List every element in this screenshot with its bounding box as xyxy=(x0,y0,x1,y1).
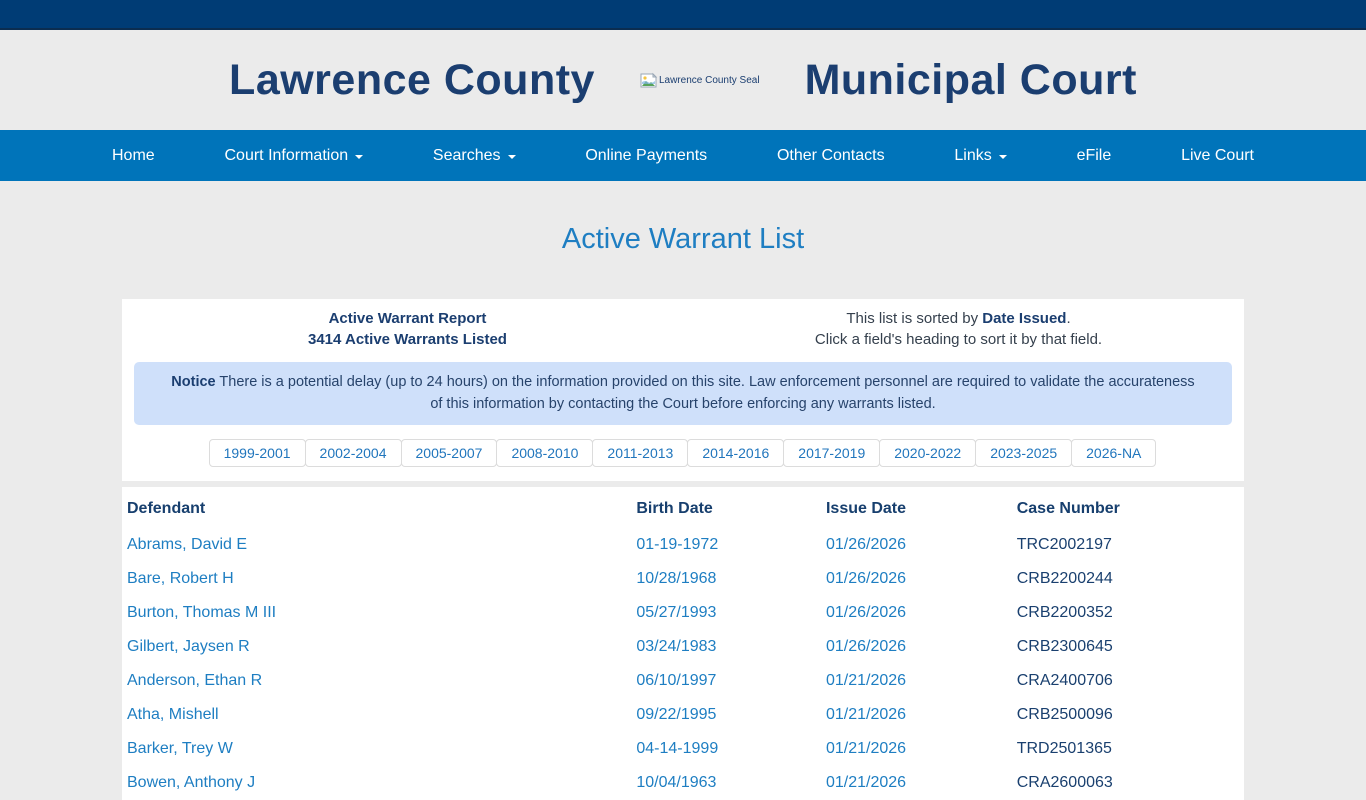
case-number-cell: CRA2400706 xyxy=(1016,672,1113,689)
header-case-number[interactable]: Case Number xyxy=(1016,500,1120,517)
nav-item-label: Court Information xyxy=(224,146,349,164)
case-number-cell: CRB2300645 xyxy=(1016,638,1113,655)
nav-item-label: Other Contacts xyxy=(776,146,885,164)
birth-date-cell: 06/10/1997 xyxy=(636,672,717,689)
defendant-link[interactable]: Anderson, Ethan R xyxy=(127,672,263,689)
table-row xyxy=(122,732,1244,766)
nav-item[interactable] xyxy=(954,147,1006,165)
warrant-table xyxy=(122,493,1244,800)
issue-date-cell: 01/26/2026 xyxy=(825,570,907,587)
site-title-right: Municipal Court xyxy=(804,55,1137,104)
issue-date-cell: 01/26/2026 xyxy=(825,604,907,621)
notice-banner xyxy=(134,362,1232,425)
issue-date-cell: 01/21/2026 xyxy=(825,672,907,689)
warrant-table-section xyxy=(122,487,1244,800)
birth-date-cell: 10/28/1968 xyxy=(636,570,717,587)
year-range-button[interactable]: 2014-2016 xyxy=(687,439,784,467)
sort-description: This list is sorted by Date Issued. xyxy=(846,310,1071,327)
table-row xyxy=(122,664,1244,698)
nav-item[interactable] xyxy=(1181,147,1254,165)
page-title: Active Warrant List xyxy=(561,223,805,255)
report-summary xyxy=(132,308,683,350)
report-title: Active Warrant Report xyxy=(328,310,487,327)
issue-date-cell: 01/21/2026 xyxy=(825,740,907,757)
year-range-button[interactable]: 2008-2010 xyxy=(496,439,593,467)
header-birth-date[interactable]: Birth Date xyxy=(636,500,713,517)
table-row xyxy=(122,528,1244,562)
nav-item-label: Online Payments xyxy=(585,146,708,164)
notice-label: Notice xyxy=(171,374,216,390)
year-range-button[interactable]: 1999-2001 xyxy=(209,439,306,467)
defendant-link[interactable]: Abrams, David E xyxy=(127,536,248,553)
notice-text: There is a potential delay (up to 24 hours) on the information provided on this site. Law enforcement personnel are required to validate the accurateness of this information by contacting the Court before enforcing any warrants listed. xyxy=(215,374,1195,412)
year-range-button[interactable]: 2023-2025 xyxy=(975,439,1072,467)
table-row xyxy=(122,596,1244,630)
table-row xyxy=(122,562,1244,596)
case-number-cell: TRD2501365 xyxy=(1016,740,1112,757)
nav-item[interactable] xyxy=(225,147,364,165)
birth-date-cell: 05/27/1993 xyxy=(636,604,717,621)
chevron-down-icon xyxy=(508,155,516,159)
broken-image-icon xyxy=(640,73,657,88)
case-number-cell: CRB2200244 xyxy=(1016,570,1113,587)
case-number-cell: CRA2600063 xyxy=(1016,774,1113,791)
sort-info xyxy=(683,308,1234,350)
header-issue-date[interactable]: Issue Date xyxy=(825,500,907,517)
case-number-cell: CRB2500096 xyxy=(1016,706,1113,723)
birth-date-cell: 03/24/1983 xyxy=(636,638,717,655)
site-title-left: Lawrence County xyxy=(229,55,595,104)
year-range-button[interactable]: 2011-2013 xyxy=(592,439,688,467)
nav-item-label: Searches xyxy=(432,146,501,164)
case-number-cell: CRB2200352 xyxy=(1016,604,1113,621)
defendant-link[interactable]: Burton, Thomas M III xyxy=(127,604,277,621)
header-defendant[interactable]: Defendant xyxy=(127,500,206,517)
nav-item-label: Live Court xyxy=(1181,146,1254,164)
table-header-row xyxy=(122,493,1244,528)
year-range-button[interactable]: 2005-2007 xyxy=(401,439,498,467)
nav-item[interactable] xyxy=(777,147,885,165)
defendant-link[interactable]: Bowen, Anthony J xyxy=(127,774,256,791)
year-range-button-group xyxy=(132,439,1234,467)
table-row xyxy=(122,766,1244,800)
chevron-down-icon xyxy=(355,155,363,159)
nav-item[interactable] xyxy=(112,147,155,165)
table-row xyxy=(122,698,1244,732)
defendant-link[interactable]: Atha, Mishell xyxy=(127,706,219,723)
top-accent-bar xyxy=(0,0,1366,30)
issue-date-cell: 01/26/2026 xyxy=(825,638,907,655)
year-range-button[interactable]: 2002-2004 xyxy=(305,439,402,467)
report-summary-row xyxy=(132,308,1234,350)
table-row xyxy=(122,630,1244,664)
birth-date-cell: 01-19-1972 xyxy=(636,536,719,553)
nav-item[interactable] xyxy=(585,147,707,165)
issue-date-cell: 01/26/2026 xyxy=(825,536,907,553)
nav-item[interactable] xyxy=(433,147,516,165)
report-count: 3414 Active Warrants Listed xyxy=(308,331,507,348)
nav-item[interactable] xyxy=(1077,147,1112,165)
warrant-report-card xyxy=(122,299,1244,481)
defendant-link[interactable]: Gilbert, Jaysen R xyxy=(127,638,250,655)
nav-item-label: Links xyxy=(954,146,992,164)
nav-item-label: Home xyxy=(112,146,155,164)
defendant-link[interactable]: Barker, Trey W xyxy=(127,740,233,757)
case-number-cell: TRC2002197 xyxy=(1016,536,1112,553)
year-range-button[interactable]: 2020-2022 xyxy=(879,439,976,467)
defendant-link[interactable]: Bare, Robert H xyxy=(127,570,234,587)
year-range-button[interactable]: 2017-2019 xyxy=(783,439,880,467)
nav-item-label: eFile xyxy=(1076,146,1112,164)
issue-date-cell: 01/21/2026 xyxy=(825,774,907,791)
birth-date-cell: 09/22/1995 xyxy=(636,706,717,723)
birth-date-cell: 10/04/1963 xyxy=(636,774,717,791)
site-masthead xyxy=(0,30,1366,130)
main-navigation xyxy=(0,130,1366,181)
birth-date-cell: 04-14-1999 xyxy=(636,740,719,757)
seal-alt-text: Lawrence County Seal xyxy=(658,74,760,86)
sort-field-name: Date Issued xyxy=(982,310,1067,327)
issue-date-cell: 01/21/2026 xyxy=(825,706,907,723)
warrant-rows xyxy=(122,528,1244,800)
sort-hint: Click a field's heading to sort it by that field. xyxy=(814,331,1103,348)
chevron-down-icon xyxy=(999,155,1007,159)
year-range-button[interactable]: 2026-NA xyxy=(1071,439,1156,467)
county-seal-broken-image xyxy=(640,73,760,88)
